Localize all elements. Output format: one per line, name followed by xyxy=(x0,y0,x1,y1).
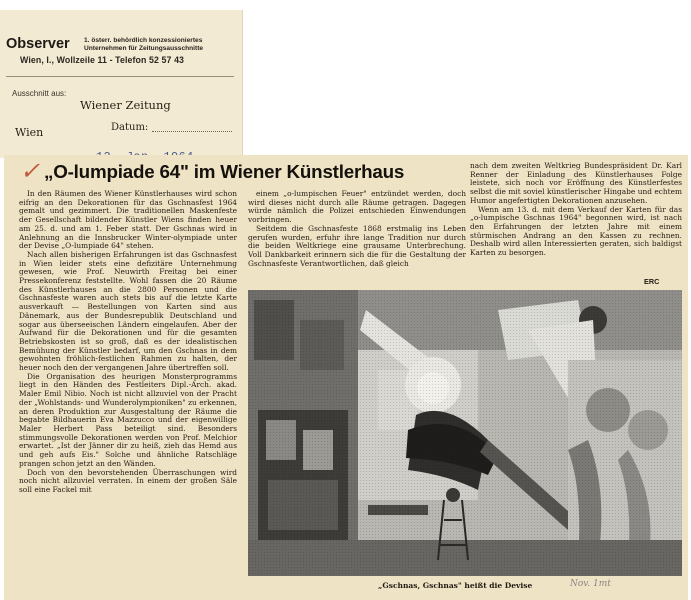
red-pencil-check-mark: ✓ xyxy=(20,158,41,185)
slip-divider xyxy=(6,76,234,77)
photo-caption: „Gschnas, Gschnas" heißt die Devise xyxy=(378,581,533,590)
observer-address: Wien, I., Wollzeile 11 - Telefon 52 57 43 xyxy=(20,55,185,65)
datum-line xyxy=(152,131,232,132)
col1-paragraph: Doch von den bevorstehenden Überraschungen wird noch nicht allzuviel verraten. In einem der großen Säle soll eine Fackel mit xyxy=(19,467,237,494)
place-label: Wien xyxy=(15,126,44,139)
article-column-1 xyxy=(19,190,237,595)
ausschnitt-label: Ausschnitt aus: xyxy=(12,89,67,98)
slip-header xyxy=(6,36,236,66)
col2-paragraph: einem „o-lumpischen Feuer" entzündet werden, doch wird dieses nicht durch alle Räume getragen. Dagegen würde nämlich die Polizei entschieden Einwendungen vorbringen. xyxy=(248,190,466,225)
col3-paragraph: Wenn am 13. d. mit dem Verkauf der Karten für das „o-lumpische Gschnas 1964" begonnen wird, ist nach den Erfahrungen der letzten Jahre mit einem stürmischen Andrang an den Kassen zu rechnen. Deshalb wird allen Interessierten geraten, sich baldigst Karten zu besorgen. xyxy=(470,204,682,258)
newspaper-name: Wiener Zeitung xyxy=(80,98,171,112)
observer-logo: Observer xyxy=(6,36,70,52)
observer-tagline-line-2: Unternehmen für Zeitungsausschnitte xyxy=(84,45,204,52)
datum-label: Datum: xyxy=(111,122,149,133)
col2-paragraph: Seitdem die Gschnasfeste 1868 erstmalig ins Leben gerufen wurden, erfuhr ihre lange Tradition nur durch die beiden Weltkriege eine grausame Unterbrechung. Voll Dankbarkeit erinnern sich die für die Gestaltung der Gschnasfeste Verantwortlichen, daß gleich xyxy=(248,223,466,268)
col1-paragraph: Nach allen bisherigen Erfahrungen ist das Gschnasfest in Wien leider stets eine defizitäre Unternehmung gewesen, wie Prof. Neuwirth Freitag bei einer Pressekonferenz feststellte. Wohl fassen die 20 Räume des Künstlerhauses an die 2800 Personen und die Gschnasfeste waren auch stets bis auf die letzte Karte ausverkauft — Bestellungen von Karten sind aus Dänemark, aus der Bundesrepublik Deutschland und sogar aus überseeischen Ländern eingelaufen. Aber der Aufwand für die Dekorationen und für die gesamten Betriebskosten ist so groß, daß es der idealistischen Bemühung der Künstler bedarf, um den Gschnas in dem gewohnten fröhlich-festlichen Rahmen zu halten, der heuer noch den der vergangenen Jahre übertreffen soll. xyxy=(19,249,237,373)
col3-paragraph: nach dem zweiten Weltkrieg Bundespräsident Dr. Karl Renner der Einladung des Künstlerhauses Folge leistete, sich noch vor Eröffnung des Künstlerfestes selbst die mit soviel künstlerischer Hingabe und echtem Humor angefertigten Dekorationen anzusehen. xyxy=(470,162,682,205)
observer-tagline-line-1: 1. österr. behördlich konzessioniertes xyxy=(84,37,203,44)
clipping-service-slip xyxy=(0,10,243,158)
col1-paragraph: In den Räumen des Wiener Künstlerhauses wird schon eifrig an den Dekorationen für das Gschnasfest 1964 gemalt und gezimmert. Die traditionellen Maskenfeste der Gesellschaft bildender Künstler Wiens finden heuer am 25. d. und am 1. Feber statt. Der Gschnas wird in Anlehnung an die Innsbrucker Winter-olympiade unter der Devise „O-lumpiade 64" stehen. xyxy=(19,190,237,251)
article-headline: „O-lumpiade 64" im Wiener Künstlerhaus xyxy=(44,161,405,182)
decoration-photo xyxy=(248,290,682,576)
author-initials: ERC xyxy=(644,277,660,286)
observer-tagline xyxy=(84,37,244,53)
decoration-photo-illustration xyxy=(248,290,682,576)
article-column-2 xyxy=(248,190,466,290)
article-column-3 xyxy=(470,162,682,287)
col1-paragraph: Die Organisation des heurigen Monsterprogramms liegt in den Händen des Festleiters Dipl.-Arch. akad. Maler Emil Nibio. Noch ist nicht allzuviel von der Pracht der „Wohlstands- und Wunderolympioniken" zu erkennen, an deren Produktion zur Ausgestaltung der Räume die begabte Bildhauerin Eva Mazzucco und der eigenwillige Maler Herbert Pass beteiligt sind. Besonders stimmungsvolle Dekorationen werden von Prof. Melchior erwartet. „Ist der Jänner dir zu heiß, zieh das Hemd aus und geh aufs Eis." Solche und ähnliche Ratschläge prangen schon jetzt an den Wänden. xyxy=(19,371,237,468)
pencil-annotation: Nov. 1mt xyxy=(570,579,611,589)
